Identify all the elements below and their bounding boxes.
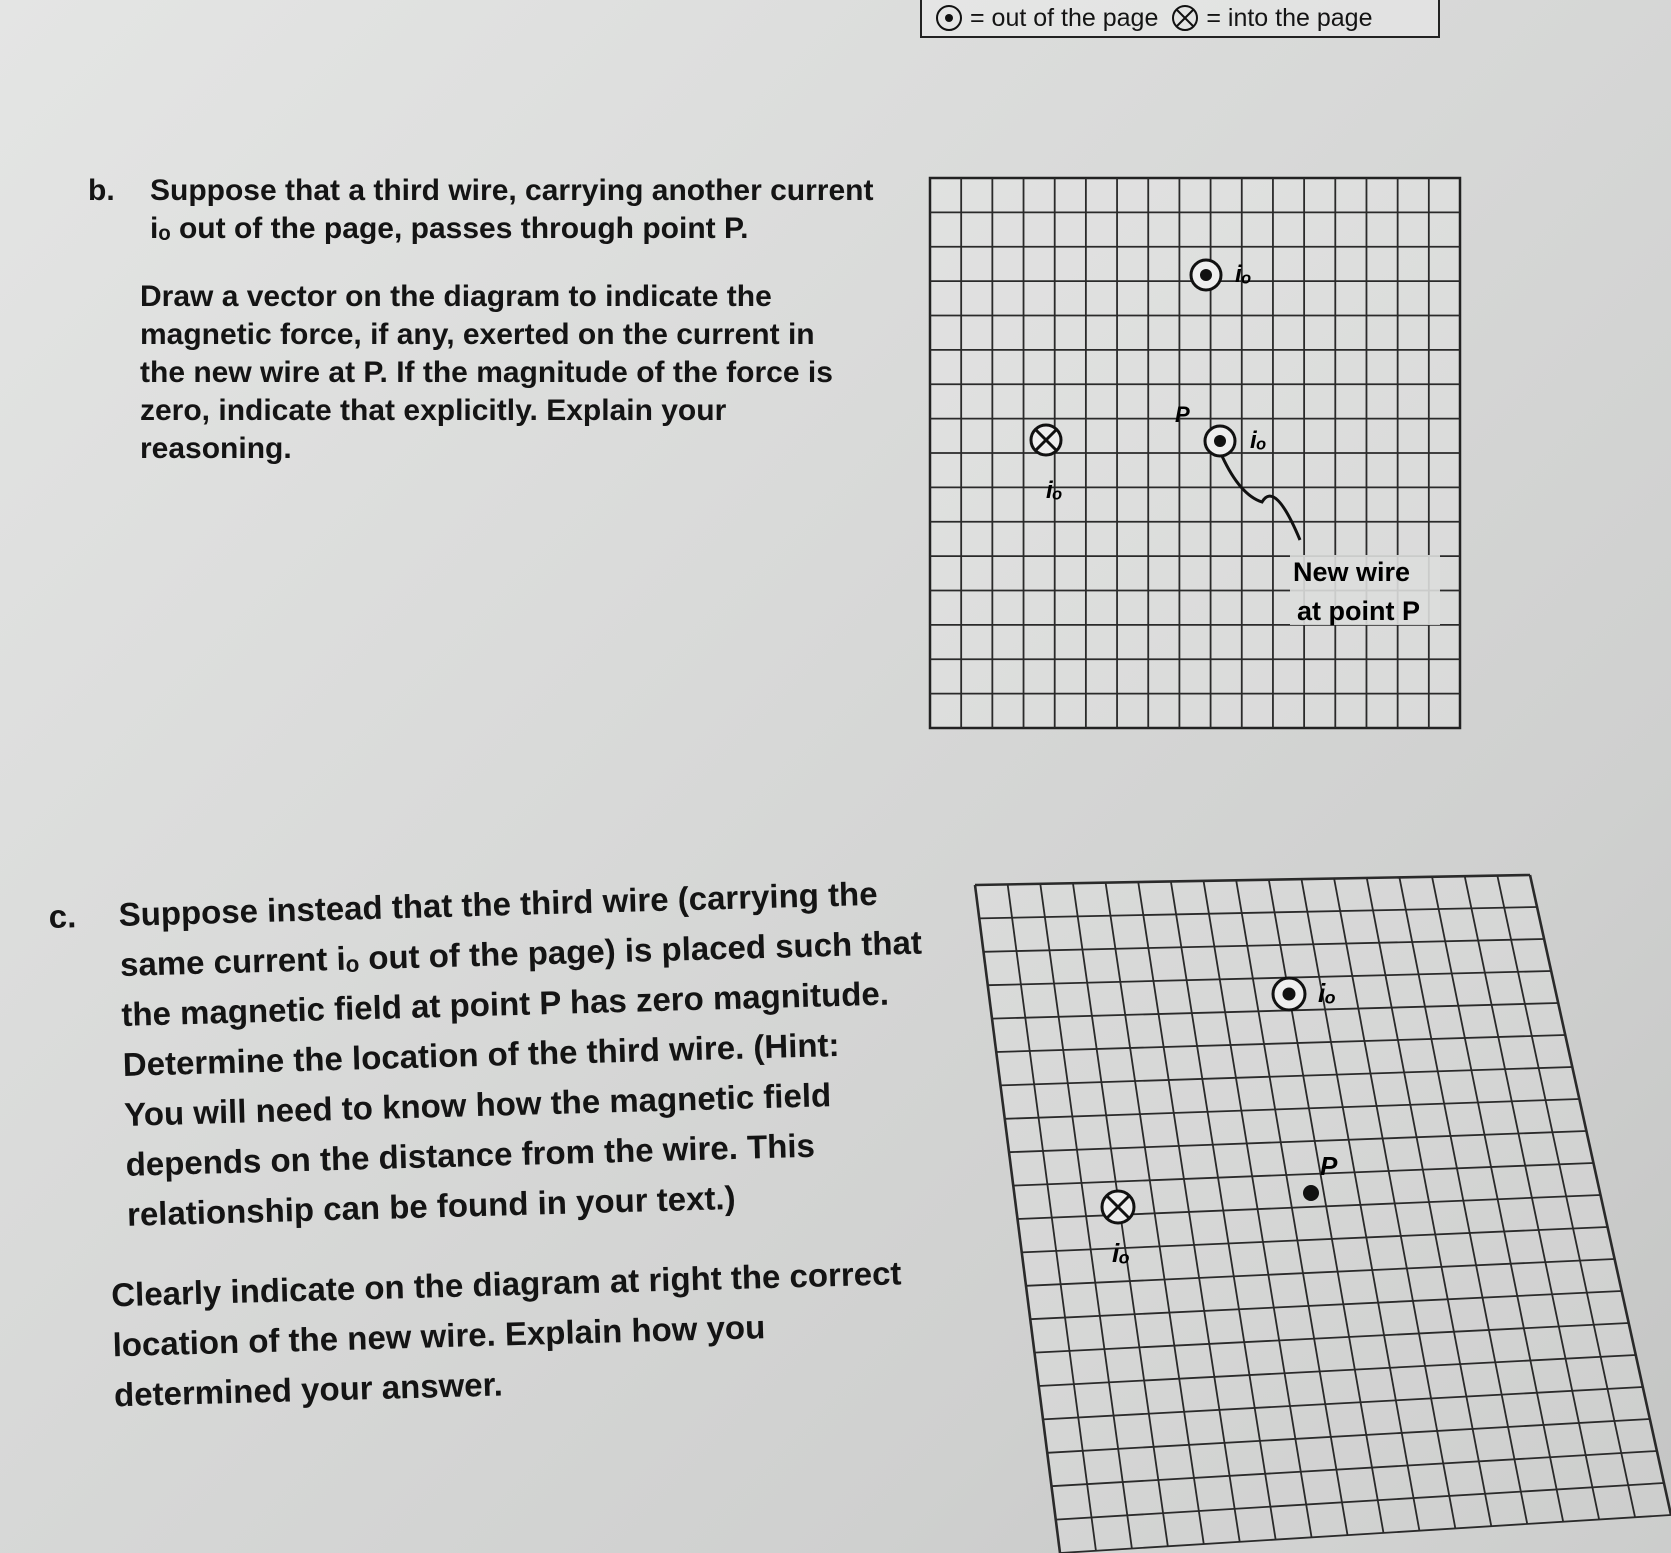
question-c-line: Suppose instead that the third wire (carrying the — [118, 874, 879, 934]
question-c-line: Clearly indicate on the diagram at right the correct — [110, 1254, 902, 1314]
question-c-line: Determine the location of the third wire. (Hint: — [122, 1025, 840, 1083]
question-b-line: iₒ out of the page, passes through point P. — [150, 212, 749, 245]
point-p-label: P — [1175, 402, 1190, 427]
new-wire-label: New wire — [1293, 557, 1411, 587]
current-label: iₒ — [1318, 978, 1337, 1008]
question-c-line: determined your answer. — [113, 1365, 504, 1414]
question-b-letter: b. — [88, 174, 115, 207]
question-c-line: You will need to know how the magnetic field — [123, 1076, 832, 1133]
question-c-line: the magnetic field at point P has zero magnitude. — [120, 974, 890, 1033]
question-c-line: location of the new wire. Explain how you — [112, 1308, 766, 1364]
question-b-line: magnetic force, if any, exerted on the current in — [140, 318, 815, 351]
question-c-line: relationship can be found in your text.) — [126, 1178, 737, 1233]
diagram-b — [930, 178, 1460, 728]
out-of-page-icon — [1205, 426, 1235, 456]
into-page-icon — [1102, 1191, 1134, 1223]
out-of-page-icon — [1273, 978, 1305, 1010]
question-b-line: zero, indicate that explicitly. Explain your — [140, 394, 727, 427]
current-label: iₒ — [1250, 427, 1267, 454]
question-b-line: Draw a vector on the diagram to indicate the — [140, 280, 772, 313]
into-page-icon — [1031, 425, 1061, 455]
question-c-line: same current iₒ out of the page) is placed such that — [119, 923, 923, 984]
current-label: iₒ — [1112, 1238, 1131, 1268]
new-wire-label: at point P — [1297, 596, 1420, 626]
point-p-label: P — [1320, 1151, 1338, 1181]
legend-out-text: = out of the page — [970, 3, 1159, 32]
question-b-line: Suppose that a third wire, carrying another current — [150, 174, 874, 207]
question-b-line: the new wire at P. If the magnitude of the force is — [140, 356, 833, 389]
diagram-c — [975, 875, 1671, 1553]
current-label: iₒ — [1235, 261, 1252, 288]
question-c-letter: c. — [48, 897, 77, 935]
question-b-line: reasoning. — [140, 432, 292, 465]
point-p-marker — [1303, 1185, 1319, 1201]
current-label: iₒ — [1046, 477, 1063, 504]
out-of-page-icon — [1191, 260, 1221, 290]
legend-into-text: = into the page — [1206, 3, 1373, 32]
question-c-line: depends on the distance from the wire. This — [125, 1126, 816, 1183]
